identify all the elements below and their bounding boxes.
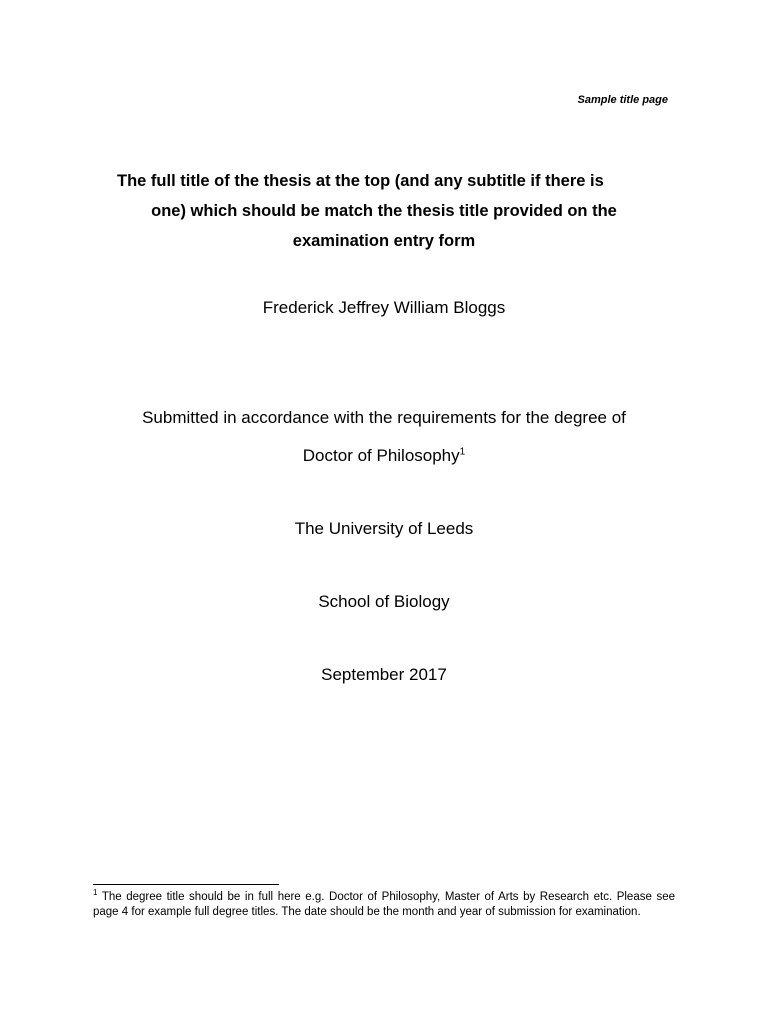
- degree-footnote-marker: 1: [459, 446, 466, 458]
- degree-label: Doctor of Philosophy: [302, 446, 460, 465]
- submission-date: September 2017: [321, 665, 447, 684]
- footnote-text: The degree title should be in full here e.g. Doctor of Philosophy, Master of Arts by Research etc. Please see page 4 for example full degree titles. The date should be the month and year of submission for examination.: [93, 891, 675, 918]
- footnote-divider: [93, 884, 279, 885]
- submission-statement: Submitted in accordance with the requirements for the degree of: [142, 408, 626, 427]
- thesis-title-line-3: examination entry form: [292, 232, 476, 250]
- author-name: Frederick Jeffrey William Bloggs: [262, 298, 506, 317]
- thesis-title-line-2: one) which should be match the thesis title provided on the: [151, 202, 617, 220]
- thesis-title: [96, 166, 672, 256]
- sample-title-page-note: Sample title page: [577, 94, 668, 106]
- university-name: The University of Leeds: [294, 519, 474, 538]
- footnote-marker: 1: [93, 888, 98, 898]
- footnote: [93, 890, 675, 919]
- degree-name: [0, 446, 768, 466]
- thesis-title-line-1: The full title of the thesis at the top (and any subtitle if there is: [117, 172, 604, 190]
- school-name: School of Biology: [318, 592, 450, 611]
